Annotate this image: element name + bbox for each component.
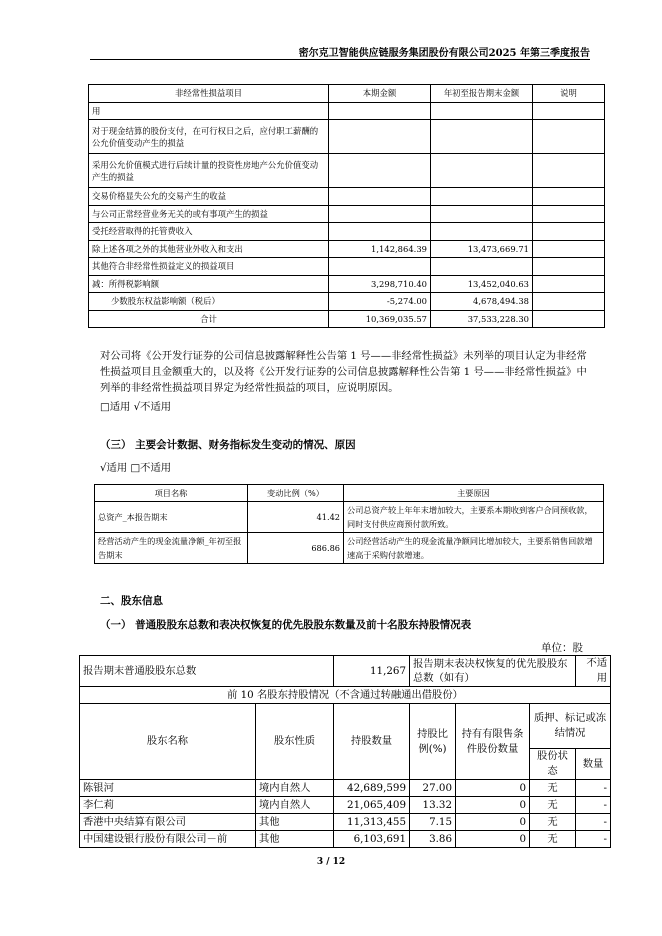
table-row bbox=[80, 831, 611, 848]
name-cell: 李仁莉 bbox=[80, 797, 256, 814]
ytd-cell bbox=[431, 205, 533, 223]
count-cell: - bbox=[576, 814, 611, 831]
item-cell: 与公司正常经营业务无关的或有事项产生的损益 bbox=[89, 205, 329, 223]
item-cell: 除上述各项之外的其他营业外收入和支出 bbox=[89, 240, 329, 258]
nonrecurring-gains-table bbox=[88, 84, 605, 328]
column-header: 年初至报告期末金额 bbox=[431, 85, 533, 103]
current-cell bbox=[329, 102, 431, 120]
top10-title: 前 10 名股东持股情况（不含通过转融通出借股份） bbox=[80, 687, 611, 704]
table-row bbox=[89, 223, 605, 241]
table-row bbox=[89, 188, 605, 206]
change-reason-table bbox=[94, 484, 604, 564]
preferred-label: 报告期末表决权恢复的优先股股东总数（如有） bbox=[410, 656, 576, 687]
current-cell bbox=[329, 223, 431, 241]
count-cell: - bbox=[576, 780, 611, 797]
qty-cell: 21,065,409 bbox=[334, 797, 410, 814]
table-row bbox=[89, 275, 605, 293]
item-cell: 减：所得税影响额 bbox=[89, 275, 329, 293]
item-cell: 受托经营取得的托管费收入 bbox=[89, 223, 329, 241]
column-header: 质押、标记或冻结情况 bbox=[530, 704, 611, 749]
table-row bbox=[89, 102, 605, 120]
status-cell: 无 bbox=[530, 831, 576, 848]
note-cell bbox=[533, 154, 605, 188]
count-cell: - bbox=[576, 797, 611, 814]
column-header: 股份状态 bbox=[530, 749, 576, 780]
section-title-3: （三） 主要会计数据、财务指标发生变动的情况、原因 bbox=[100, 439, 356, 451]
current-cell: 1,142,864.39 bbox=[329, 240, 431, 258]
column-header: 说明 bbox=[533, 85, 605, 103]
unit-label: 单位：股 bbox=[541, 642, 583, 654]
count-cell: - bbox=[576, 831, 611, 848]
type-cell: 境内自然人 bbox=[256, 780, 334, 797]
column-header: 持股数量 bbox=[334, 704, 410, 780]
column-header: 项目名称 bbox=[95, 485, 248, 502]
total-value: 11,267 bbox=[334, 656, 410, 687]
applicability-option-2: √适用 □不适用 bbox=[100, 462, 172, 474]
current-cell bbox=[329, 258, 431, 276]
ytd-cell: 4,678,494.38 bbox=[431, 293, 533, 311]
page-header-title: 密尔克卫智能供应链服务集团股份有限公司2025 年第三季度报告 bbox=[298, 48, 590, 59]
section-title-shareholders: 二、股东信息 bbox=[100, 595, 163, 607]
total-label: 报告期末普通股股东总数 bbox=[80, 656, 334, 687]
pct-cell: 7.15 bbox=[410, 814, 456, 831]
total-shareholders-row bbox=[80, 656, 611, 687]
reason-cell: 公司总资产较上年年末增加较大，主要系本期收到客户合同预收款，同时支付供应商预付款所致。 bbox=[344, 502, 604, 533]
item-cell: 用 bbox=[89, 102, 329, 120]
note-cell bbox=[533, 310, 605, 328]
note-cell bbox=[533, 102, 605, 120]
ytd-cell bbox=[431, 188, 533, 206]
note-cell bbox=[533, 223, 605, 241]
column-header: 股东性质 bbox=[256, 704, 334, 780]
item-cell: 对于现金结算的股份支付，在可行权日之后，应付职工薪酬的公允价值变动产生的损益 bbox=[89, 120, 329, 154]
table-row bbox=[89, 258, 605, 276]
note-cell bbox=[533, 275, 605, 293]
ytd-cell bbox=[431, 102, 533, 120]
current-cell bbox=[329, 205, 431, 223]
table-header-row bbox=[89, 85, 605, 103]
name-cell: 经营活动产生的现金流量净额_年初至报告期末 bbox=[95, 533, 248, 564]
ytd-cell bbox=[431, 223, 533, 241]
qty-cell: 42,689,599 bbox=[334, 780, 410, 797]
column-header: 主要原因 bbox=[344, 485, 604, 502]
pct-cell: 27.00 bbox=[410, 780, 456, 797]
type-cell: 境内自然人 bbox=[256, 797, 334, 814]
note-cell bbox=[533, 293, 605, 311]
item-cell: 其他符合非经常性损益定义的损益项目 bbox=[89, 258, 329, 276]
current-cell bbox=[329, 188, 431, 206]
status-cell: 无 bbox=[530, 780, 576, 797]
name-cell: 总资产_本报告期末 bbox=[95, 502, 248, 533]
note-cell bbox=[533, 205, 605, 223]
applicability-option-1: □适用 √不适用 bbox=[100, 401, 172, 413]
ytd-cell: 13,473,669.71 bbox=[431, 240, 533, 258]
ytd-cell bbox=[431, 258, 533, 276]
top10-title-row bbox=[80, 687, 611, 704]
current-cell bbox=[329, 154, 431, 188]
item-cell: 采用公允价值模式进行后续计量的投资性房地产公允价值变动产生的损益 bbox=[89, 154, 329, 188]
column-header: 非经常性损益项目 bbox=[89, 85, 329, 103]
pct-cell: 13.32 bbox=[410, 797, 456, 814]
note-cell bbox=[533, 188, 605, 206]
name-cell: 香港中央结算有限公司 bbox=[80, 814, 256, 831]
name-cell: 中国建设银行股份有限公司－前 bbox=[80, 831, 256, 848]
current-cell bbox=[329, 120, 431, 154]
restricted-cell: 0 bbox=[456, 831, 530, 848]
column-header: 股东名称 bbox=[80, 704, 256, 780]
status-cell: 无 bbox=[530, 797, 576, 814]
type-cell: 其他 bbox=[256, 814, 334, 831]
ratio-cell: 686.86 bbox=[248, 533, 344, 564]
qty-cell: 11,313,455 bbox=[334, 814, 410, 831]
table-row bbox=[89, 205, 605, 223]
column-header: 持有有限售条件股份数量 bbox=[456, 704, 530, 780]
table-row bbox=[89, 293, 605, 311]
status-cell: 无 bbox=[530, 814, 576, 831]
page-number: 3 / 12 bbox=[316, 857, 346, 867]
table-row bbox=[80, 797, 611, 814]
table-row bbox=[95, 533, 604, 564]
ytd-cell: 13,452,040.63 bbox=[431, 275, 533, 293]
table-row bbox=[89, 154, 605, 188]
subsection-title-1: （一） 普通股股东总数和表决权恢复的优先股股东数量及前十名股东持股情况表 bbox=[100, 619, 472, 631]
table-row bbox=[89, 240, 605, 258]
column-header: 本期金额 bbox=[329, 85, 431, 103]
restricted-cell: 0 bbox=[456, 797, 530, 814]
pct-cell: 3.86 bbox=[410, 831, 456, 848]
shareholder-table bbox=[79, 655, 611, 848]
type-cell: 其他 bbox=[256, 831, 334, 848]
column-header: 数量 bbox=[576, 749, 611, 780]
name-cell: 陈银河 bbox=[80, 780, 256, 797]
restricted-cell: 0 bbox=[456, 814, 530, 831]
current-cell: -5,274.00 bbox=[329, 293, 431, 311]
explanation-paragraph: 对公司将《公开发行证券的公司信息披露解释性公告第 1 号——非经常性损益》未列举的项目认定为非经常性损益项目且金额重大的，以及将《公开发行证券的公司信息披露解释性公告第 1 号——非经常性损益》中列举的非经常性损益项目界定为经常性损益的项目，应说明原因。 bbox=[100, 350, 587, 394]
preferred-value: 不适用 bbox=[576, 656, 611, 687]
table-row-total bbox=[89, 310, 605, 328]
note-cell bbox=[533, 120, 605, 154]
item-cell: 合计 bbox=[89, 310, 329, 328]
header-divider bbox=[90, 59, 590, 60]
item-cell: 交易价格显失公允的交易产生的收益 bbox=[89, 188, 329, 206]
note-cell bbox=[533, 258, 605, 276]
column-header: 持股比例(%) bbox=[410, 704, 456, 780]
ytd-cell: 37,533,228.30 bbox=[431, 310, 533, 328]
item-cell: 少数股东权益影响额（税后） bbox=[89, 293, 329, 311]
note-cell bbox=[533, 240, 605, 258]
ytd-cell bbox=[431, 120, 533, 154]
current-cell: 3,298,710.40 bbox=[329, 275, 431, 293]
table-header-row bbox=[95, 485, 604, 502]
ratio-cell: 41.42 bbox=[248, 502, 344, 533]
table-row bbox=[80, 780, 611, 797]
qty-cell: 6,103,691 bbox=[334, 831, 410, 848]
current-cell: 10,369,035.57 bbox=[329, 310, 431, 328]
restricted-cell: 0 bbox=[456, 780, 530, 797]
table-row bbox=[80, 814, 611, 831]
table-header-row bbox=[80, 704, 611, 749]
table-row bbox=[95, 502, 604, 533]
table-row bbox=[89, 120, 605, 154]
column-header: 变动比例（%） bbox=[248, 485, 344, 502]
ytd-cell bbox=[431, 154, 533, 188]
reason-cell: 公司经营活动产生的现金流量净额同比增加较大，主要系销售回款增速高于采购付款增速。 bbox=[344, 533, 604, 564]
